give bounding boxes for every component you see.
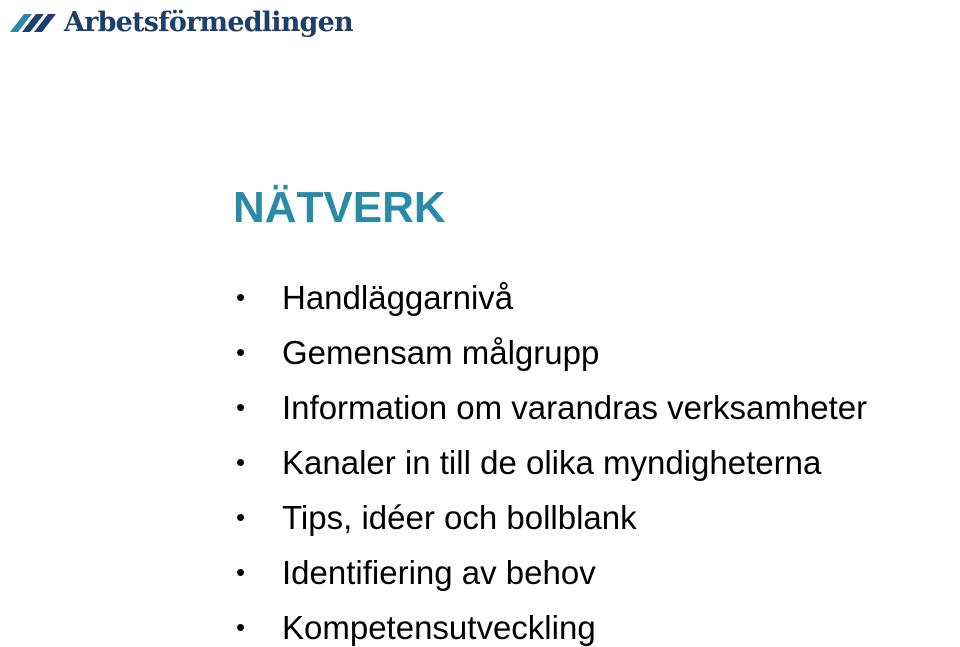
bullet-text: Kompetensutveckling xyxy=(282,609,596,646)
bullet-text: Information om varandras verksamheter xyxy=(282,389,868,426)
bullet-item xyxy=(232,490,867,545)
logo-mark-icon xyxy=(8,8,58,36)
bullet-icon: • xyxy=(236,392,246,422)
bullet-icon: • xyxy=(236,282,246,312)
bullet-item xyxy=(232,380,867,435)
logo-wordmark: Arbetsförmedlingen xyxy=(64,6,353,38)
slide-title: NÄTVERK xyxy=(233,183,446,232)
bullet-icon: • xyxy=(236,502,246,532)
bullet-icon: • xyxy=(236,447,246,477)
bullet-text: Gemensam målgrupp xyxy=(282,334,600,371)
bullet-text: Handläggarnivå xyxy=(282,279,514,316)
bullet-text: Tips, idéer och bollblank xyxy=(282,499,637,536)
bullet-item xyxy=(232,600,867,647)
bullet-item xyxy=(232,325,867,380)
bullet-icon: • xyxy=(236,557,246,587)
arbetsformedlingen-logo xyxy=(8,4,353,40)
bullet-icon: • xyxy=(236,337,246,367)
bullet-item xyxy=(232,435,867,490)
bullet-list xyxy=(232,270,867,647)
bullet-text: Kanaler in till de olika myndigheterna xyxy=(282,444,822,481)
bullet-text: Identifiering av behov xyxy=(282,554,596,591)
bullet-item xyxy=(232,545,867,600)
bullet-icon: • xyxy=(236,612,246,642)
bullet-item xyxy=(232,270,867,325)
